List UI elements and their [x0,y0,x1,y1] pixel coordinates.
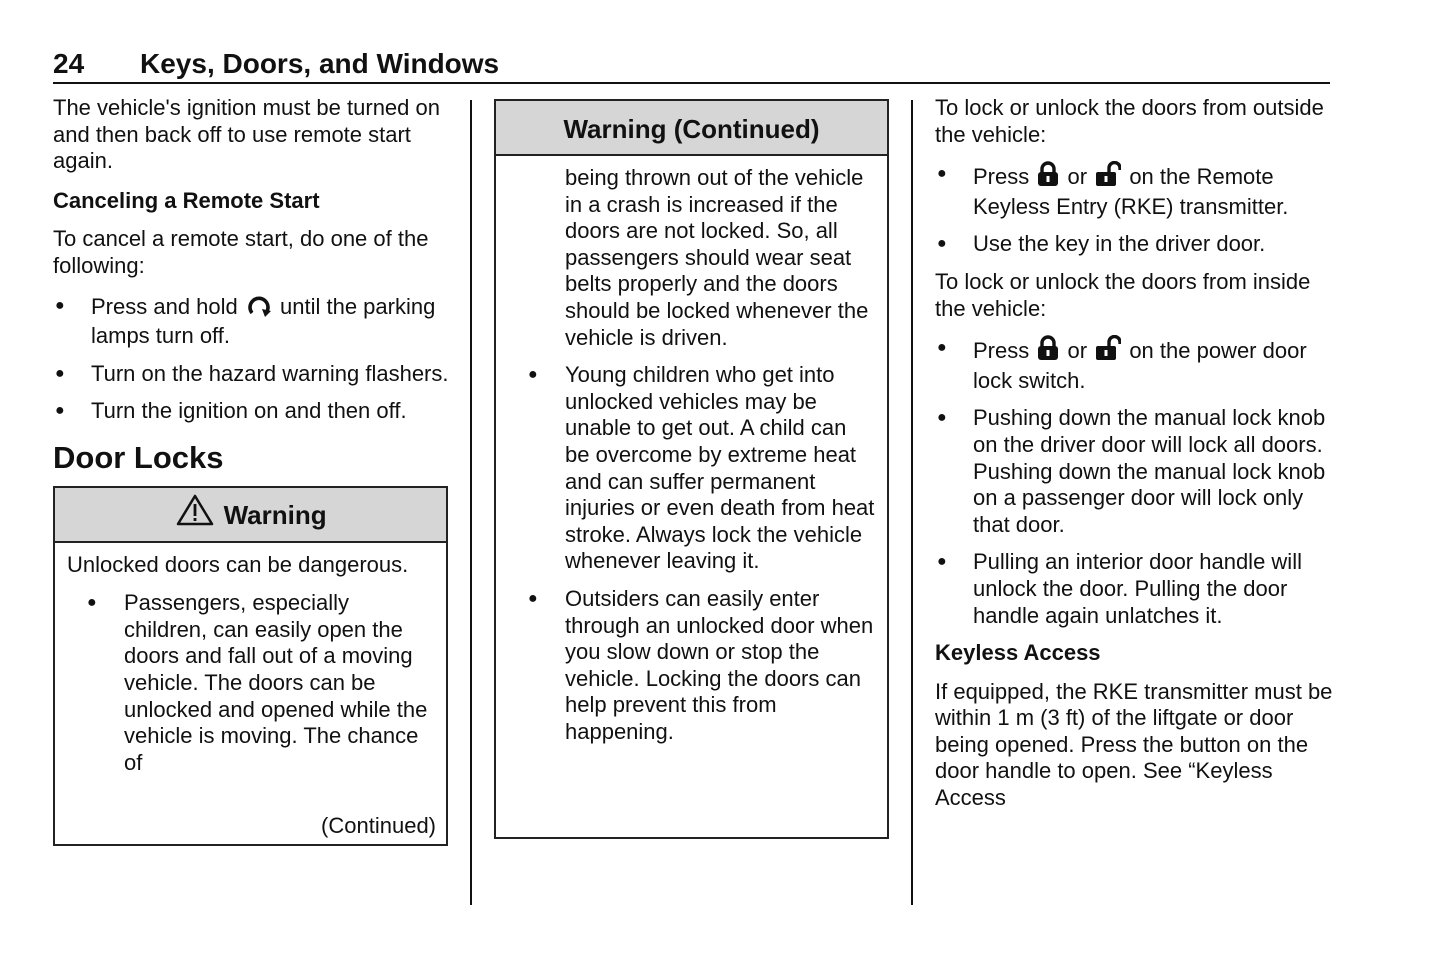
remote-start-icon [246,293,272,324]
section-heading-door-locks: Door Locks [53,439,224,475]
list-item: ● Passengers, especially children, can easily open the doors and fall out of a moving vehicle. The doors can be unlocked and opened while the vehicle is moving. The chance of [67,590,434,776]
outside-list [935,161,1335,258]
warning-box-continued [494,99,889,839]
list-item: ● Press or on the Remote Keyless Entry (RKE) transmitter. [935,161,1335,220]
keyless-access-text: If equipped, the RKE transmitter must be within 1 m (3 ft) of the liftgate or door being opened. Press the button on the door handle to open. See “Keyless Access [935,678,1333,811]
warning-triangle-icon [176,490,214,545]
remote-start-note: The vehicle's ignition must be turned on and then back off to use remote start again. [53,95,440,174]
page-number: 24 [53,48,85,79]
warning-continued-text: being thrown out of the vehicle in a crash is increased if the doors are not locked. So, all passengers should wear seat belts properly and the doors should be locked whenever the vehicle is driven. [565,165,869,350]
warning-body [496,156,887,745]
warning-intro: Unlocked doors can be dangerous. [67,551,409,577]
continued-label: (Continued) [321,812,436,838]
subheading-canceling-remote-start: Canceling a Remote Start [53,187,320,213]
column-middle [494,99,889,839]
column-left [53,95,453,846]
cancel-list [53,293,453,425]
unlock-icon [1095,161,1121,194]
warning-body [55,543,446,844]
warning-header: Warning (Continued) [496,101,887,156]
list-item: ● Pulling an interior door handle will unlock the door. Pulling the door handle again unlatches it. [935,549,1335,629]
page-header [53,46,1330,84]
cancel-intro: To cancel a remote start, do one of the following: [53,226,429,278]
warning-header [55,488,446,543]
column-divider [911,100,913,905]
subheading-keyless-access: Keyless Access [935,640,1101,666]
chapter-title: Keys, Doors, and Windows [140,48,500,79]
unlock-icon [1095,335,1121,368]
lock-icon [1037,161,1059,194]
list-item: ● Turn on the hazard warning flashers. [53,361,453,388]
list-item: ● Turn the ignition on and then off. [53,398,453,425]
list-item: ● Use the key in the driver door. [935,231,1335,258]
warning-title: Warning [223,499,327,530]
inside-intro: To lock or unlock the doors from inside the vehicle: [935,268,1311,321]
warning-box [53,486,448,846]
list-item: ● Pushing down the manual lock knob on the driver door will lock all doors. Pushing down the manual lock knob on a passenger door will lock only that door. [935,405,1335,538]
column-right [935,95,1335,825]
list-item: ● Outsiders can easily enter through an unlocked door when you slow down or stop the vehicle. Locking the doors can help prevent this from happening. [508,586,875,746]
list-item: ● Press or on the power door lock switch. [935,335,1335,394]
inside-list [935,335,1335,629]
list-item: ● Young children who get into unlocked vehicles may be unable to get out. A child can be overcome by extreme heat and can suffer permanent injuries or even death from heat stroke. Always lock the vehicle whenever leaving it. [508,362,875,575]
list-item: ● Press and hold until the parking lamps turn off. [53,293,453,350]
column-divider [470,100,472,905]
outside-intro: To lock or unlock the doors from outside the vehicle: [935,95,1324,147]
lock-icon [1037,335,1059,368]
